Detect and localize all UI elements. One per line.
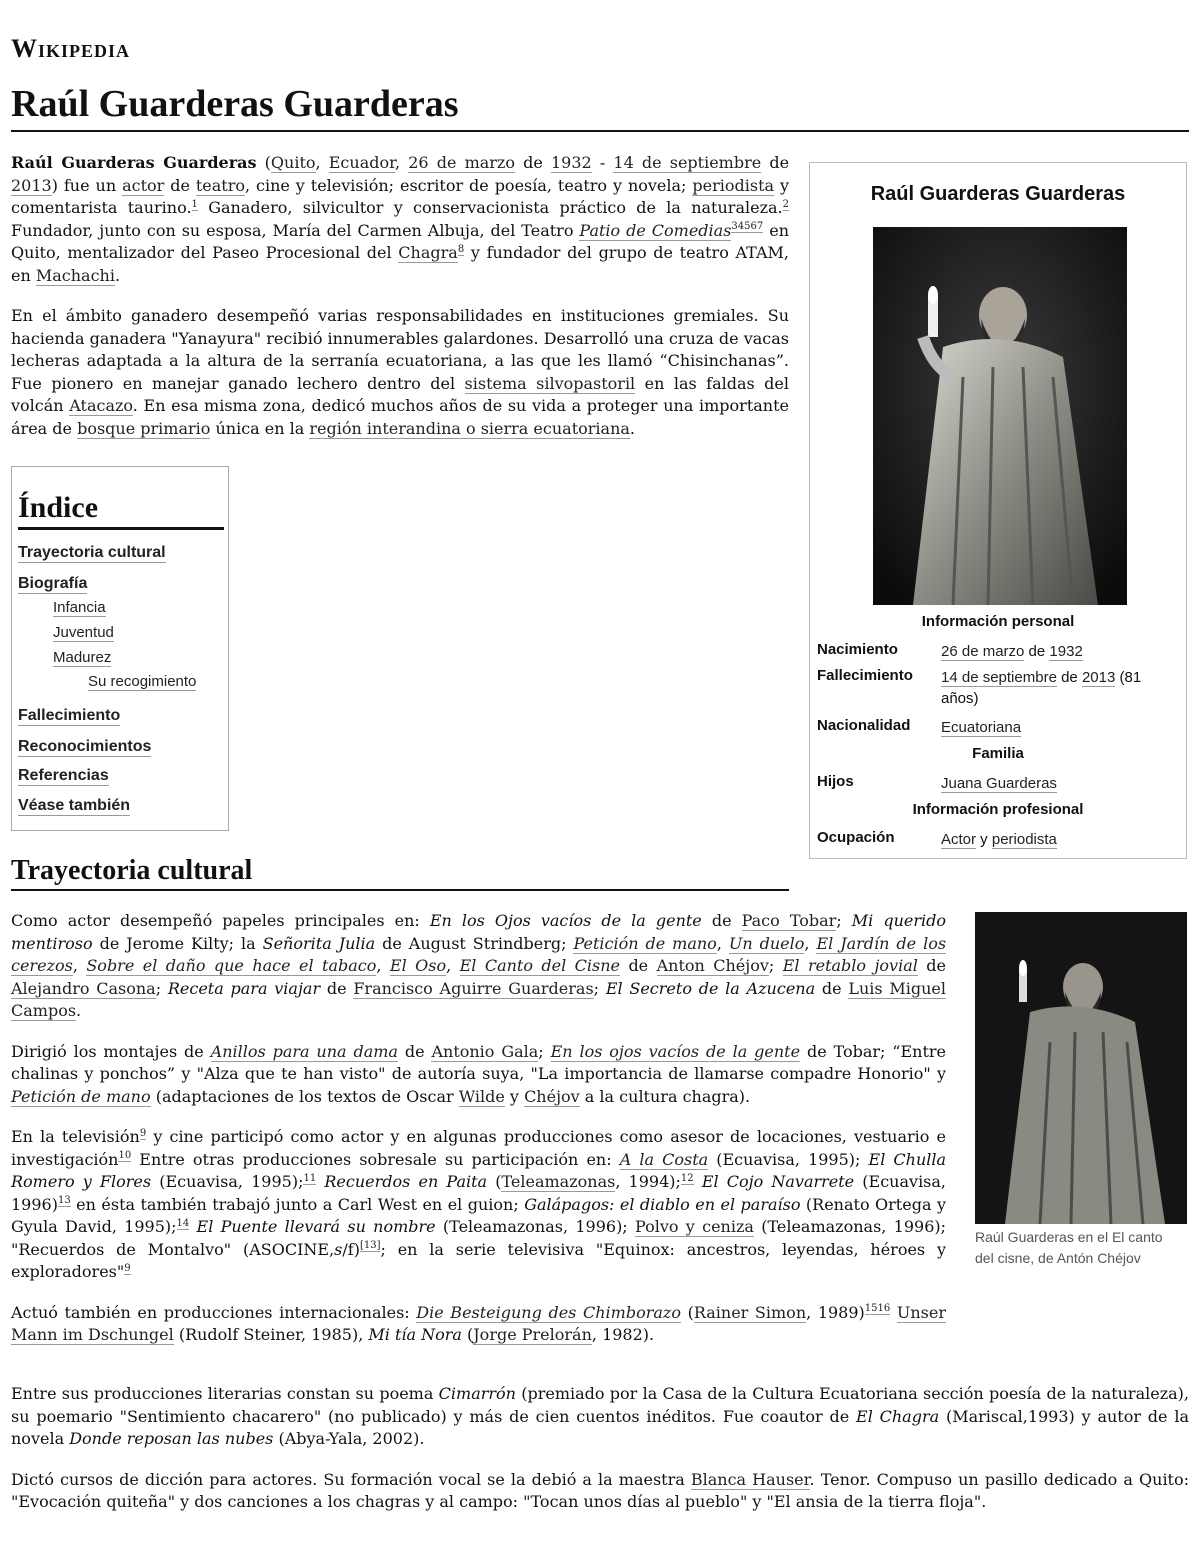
- text-run: y comentarista taurino.: [11, 175, 790, 217]
- inline-link[interactable]: Sobre el daño que hace el tabaco: [86, 956, 377, 975]
- text-run: (Rudolf Steiner, 1985),: [173, 1325, 369, 1344]
- reference-sup[interactable]: 7: [756, 221, 764, 233]
- section-heading-trayectoria: Trayectoria cultural: [11, 855, 789, 891]
- text-run: ,: [395, 153, 409, 172]
- text-run: de Jerome Kilty; la: [92, 933, 263, 953]
- infobox-section-professional: Información profesional: [912, 801, 1084, 818]
- text-run: Ganadero, silvicultor y conservacionista práctico de la naturaleza.: [197, 198, 783, 217]
- text-run: Galápagos: el diablo en el paraíso: [524, 1194, 801, 1214]
- text-run: en las faldas del volcán: [11, 373, 789, 415]
- text-run: .: [629, 418, 636, 438]
- inline-link[interactable]: Machachi: [35, 265, 115, 285]
- text-run: y fundador del grupo de teatro ATAM, en: [11, 243, 790, 285]
- text-run: Raúl Guarderas Guarderas: [11, 153, 257, 172]
- text-run: Actuó también en producciones internacionales:: [11, 1302, 417, 1322]
- inline-link[interactable]: 1932: [550, 153, 592, 172]
- text-run: ,: [376, 956, 390, 975]
- inline-link[interactable]: Unser Mann im Dschungel: [11, 1302, 947, 1344]
- text-run: -: [591, 153, 614, 172]
- inline-link[interactable]: sistema silvopastoril: [464, 373, 636, 393]
- children-label: Hijos: [817, 773, 854, 790]
- toc-item-biografia[interactable]: Biografía: [18, 575, 88, 592]
- death-sep: de: [1056, 669, 1082, 686]
- reference-sup[interactable]: 1: [191, 198, 198, 210]
- inline-link[interactable]: bosque primario: [77, 418, 211, 438]
- inline-link[interactable]: Polvo y ceniza: [634, 1217, 754, 1236]
- inline-link[interactable]: En los ojos vacíos de la gente: [550, 1041, 801, 1061]
- text-run: Dirigió los montajes de: [11, 1041, 211, 1061]
- occupation-actor-link[interactable]: Actor: [941, 831, 977, 848]
- text-run: ,: [804, 933, 817, 953]
- toc-item-reconocimientos[interactable]: Reconocimientos: [18, 738, 152, 755]
- inline-link[interactable]: Chagra: [398, 243, 458, 262]
- inline-link[interactable]: periodista: [692, 175, 775, 195]
- section-body: [11, 910, 946, 1365]
- reference-sup[interactable]: 3: [731, 221, 738, 233]
- infobox-title: Raúl Guarderas Guarderas: [870, 183, 1126, 205]
- text-run: [189, 1217, 196, 1236]
- text-run: (Renato Ortega y Gyula David, 1995);: [11, 1194, 946, 1236]
- text-run: El Secreto de la Azucena: [605, 978, 816, 998]
- reference-sup[interactable]: 9: [139, 1127, 147, 1139]
- portrait-photo[interactable]: [873, 227, 1127, 605]
- text-run: Donde reposan las nubes: [69, 1429, 274, 1448]
- text-run: de: [761, 153, 790, 172]
- text-run: Recuerdos en Paita: [324, 1172, 488, 1191]
- text-run: Como actor desempeñó papeles principales en:: [11, 911, 430, 930]
- inline-link[interactable]: Wilde: [458, 1086, 505, 1106]
- reference-sup[interactable]: 13: [57, 1195, 71, 1207]
- text-run: , 1994);: [615, 1172, 681, 1191]
- text-run: (: [256, 153, 271, 172]
- text-run: (: [461, 1325, 474, 1344]
- figure-photo[interactable]: [975, 912, 1187, 1224]
- toc-item-infancia[interactable]: Infancia: [53, 599, 106, 616]
- text-run: (premiado por la Casa de la Cultura Ecuatoriana sección poesía de la naturaleza), su poemario "Sentimiento chacarero" (no publicado) y más de cien cuentos inéditos. Fue coautor de: [11, 1384, 1189, 1426]
- text-run: En los Ojos vacíos de la gente: [429, 911, 702, 930]
- children-link[interactable]: Juana Guarderas: [941, 775, 1057, 792]
- text-run: , cine y televisión; escritor de poesía, teatro y novela;: [245, 175, 693, 195]
- toc-item-referencias[interactable]: Referencias: [18, 767, 109, 784]
- inline-link[interactable]: Teleamazonas: [501, 1172, 616, 1191]
- reference-sup[interactable]: 15: [864, 1303, 878, 1315]
- inline-link[interactable]: 14 de septiembre: [613, 153, 762, 172]
- reference-sup[interactable]: 9: [124, 1262, 131, 1274]
- text-run: en Quito, mentalizador del Paseo Procesional del: [11, 220, 790, 262]
- inline-link[interactable]: Atacazo: [69, 396, 133, 415]
- body-paragraph: [11, 1041, 946, 1109]
- text-run: ;: [768, 956, 783, 975]
- occupation-label: Ocupación: [817, 829, 895, 846]
- inline-link[interactable]: Anton Chéjov: [656, 956, 769, 975]
- text-run: Receta para viajar: [167, 978, 321, 998]
- section-body-wide: [11, 1383, 1189, 1532]
- text-run: /f): [342, 1239, 360, 1259]
- occupation-journalist-link[interactable]: periodista: [991, 831, 1057, 848]
- text-run: de: [164, 175, 196, 195]
- inline-link[interactable]: Die Besteigung des Chimborazo: [416, 1302, 681, 1322]
- toc-item-vease[interactable]: Véase también: [18, 797, 131, 814]
- inline-link[interactable]: Ecuador: [328, 153, 395, 172]
- reference-sup[interactable]: 14: [176, 1217, 190, 1229]
- text-run: ,: [315, 153, 329, 172]
- toc-heading: Índice: [18, 491, 224, 530]
- site-logo[interactable]: Wikipedia: [11, 34, 131, 63]
- text-run: , 1982).: [591, 1325, 655, 1344]
- text-run: de: [815, 978, 849, 998]
- reference-sup[interactable]: 16: [877, 1303, 891, 1315]
- text-run: de: [320, 978, 354, 998]
- inline-link[interactable]: 2013: [11, 175, 52, 195]
- text-run: de: [917, 956, 947, 975]
- death-date-link[interactable]: 14 de septiembre: [941, 669, 1057, 686]
- text-run: ;: [155, 978, 168, 998]
- text-run: El Cojo Navarrete: [701, 1172, 855, 1191]
- text-run: Cimarrón: [438, 1384, 516, 1403]
- text-run: Dictó cursos de dicción para actores. Su formación vocal se la debió a la maestra: [11, 1469, 691, 1489]
- inline-link[interactable]: El Oso: [389, 956, 447, 975]
- inline-link[interactable]: Petición de mano: [11, 1086, 151, 1106]
- text-run: Mi tía Nora: [368, 1325, 462, 1344]
- body-paragraph: [11, 1302, 946, 1347]
- intro-paragraph: [11, 305, 789, 440]
- text-run: [694, 1172, 702, 1191]
- reference-sup[interactable]: 11: [303, 1172, 317, 1184]
- reference-sup[interactable]: 5: [744, 221, 751, 233]
- infobox-section-personal: Información personal: [921, 613, 1075, 630]
- text-run: ;: [538, 1041, 551, 1061]
- inline-link[interactable]: Rainer Simon: [693, 1302, 807, 1322]
- page-title: Raúl Guarderas Guarderas: [11, 82, 1189, 132]
- death-year-link[interactable]: 2013: [1081, 669, 1116, 686]
- reference-sup[interactable]: 12: [680, 1172, 694, 1184]
- birth-year-link[interactable]: 1932: [1049, 643, 1083, 660]
- text-run: (Mariscal,1993) y autor de la novela: [11, 1406, 1189, 1448]
- nationality-label: Nacionalidad: [817, 717, 911, 734]
- text-run: (Ecuavisa, 1995);: [151, 1172, 304, 1191]
- text-run: a la cultura chagra).: [579, 1086, 751, 1106]
- text-run: (adaptaciones de los textos de Oscar: [150, 1086, 459, 1106]
- text-run: En la televisión: [11, 1127, 140, 1146]
- intro-section: [11, 152, 789, 458]
- text-run: .: [76, 1001, 82, 1020]
- toc-item-trayectoria[interactable]: Trayectoria cultural: [18, 544, 166, 561]
- intro-paragraph: [11, 152, 789, 287]
- reference-sup[interactable]: 4: [737, 221, 745, 233]
- inline-link[interactable]: A la Costa: [619, 1149, 709, 1169]
- text-run: Entre otras producciones sobresale su participación en:: [131, 1149, 620, 1169]
- inline-link[interactable]: región interandina o sierra ecuatoriana: [309, 418, 630, 438]
- inline-link[interactable]: Chéjov: [524, 1086, 580, 1106]
- toc-item-recogimiento[interactable]: Su recogimiento: [88, 673, 197, 690]
- birth-sep: de: [1024, 643, 1050, 660]
- text-run: (: [487, 1172, 502, 1191]
- birth-label: Nacimiento: [817, 641, 898, 658]
- text-run: Señorita Julia: [262, 933, 376, 953]
- figure-caption: Raúl Guarderas en el El canto del cisne, de Antón Chéjov: [975, 1229, 1163, 1266]
- body-paragraph: [11, 910, 946, 1023]
- text-run: Mi querido mentiroso: [11, 911, 946, 953]
- text-run: El Puente llevará su nombre: [196, 1217, 436, 1236]
- text-run: ,: [446, 956, 460, 975]
- text-run: de Tobar; “Entre chalinas y ponchos” y "Alza que te han visto" de autoría suya, "La importancia de llamarse compadre Honorio" y: [11, 1041, 947, 1083]
- text-run: en ésta también trabajó junto a Carl West en el guion;: [70, 1194, 525, 1214]
- text-run: , 1989): [806, 1302, 865, 1322]
- death-age: (81 años): [941, 669, 1142, 707]
- inline-link[interactable]: Patio de Comedias: [579, 220, 732, 240]
- inline-link[interactable]: Antonio Gala: [431, 1041, 539, 1061]
- text-run: . En esa misma zona, dedicó muchos años de su vida a proteger una importante área de: [11, 396, 789, 438]
- body-paragraph: [11, 1383, 1189, 1451]
- toc-item-madurez[interactable]: Madurez: [53, 649, 112, 666]
- text-run: de: [515, 153, 551, 172]
- text-run: . Tenor. Compuso un pasillo dedicado a Quito: "Evocación quiteña" y dos canciones a los chagras y al campo: "Tocan unos días al pueblo" y "El ansia de la tierra floja".: [11, 1469, 1190, 1511]
- text-run: de: [701, 911, 742, 930]
- text-run: y: [504, 1086, 525, 1106]
- text-run: ,: [72, 956, 87, 975]
- text-run: En el ámbito ganadero desempeñó varias responsabilidades en instituciones gremiales. Su hacienda ganadera "Yanayura" recibió innumerables galardones. Desarrolló una cruza de vacas lecheras adaptada a la altura de la serranía ecuatoriana, a las que les llamó “Chisinchanas”. Fue pionero en manejar ganado lechero dentro del: [11, 306, 789, 393]
- text-run: ) fue un: [51, 175, 123, 195]
- text-run: El Chagra: [856, 1406, 940, 1426]
- inline-link[interactable]: Paco Tobar: [741, 911, 837, 930]
- infobox-section-family: Familia: [972, 745, 1024, 762]
- inline-link[interactable]: Luis Miguel Campos: [11, 978, 947, 1020]
- text-run: de: [620, 956, 657, 975]
- text-run: única en la: [210, 418, 310, 438]
- inline-link[interactable]: Jorge Prelorán: [473, 1325, 592, 1344]
- text-run: s: [334, 1239, 343, 1259]
- body-paragraph: [11, 1126, 946, 1284]
- death-label: Fallecimiento: [817, 667, 913, 684]
- inline-link[interactable]: Alejandro Casona: [11, 978, 156, 998]
- reference-sup[interactable]: [13]: [359, 1240, 381, 1252]
- reference-sup[interactable]: 10: [118, 1150, 132, 1162]
- table-of-contents: [11, 466, 229, 831]
- text-run: (Abya-Yala, 2002).: [273, 1429, 425, 1448]
- occupation-sep: y: [976, 831, 992, 848]
- inline-link[interactable]: El Jardín de los cerezos: [11, 933, 947, 975]
- text-run: y cine participó como actor y en algunas producciones como asesor de locaciones, vestuario e investigación: [11, 1127, 947, 1169]
- inline-link[interactable]: Petición de mano: [573, 933, 717, 953]
- inline-link[interactable]: 26 de marzo: [408, 153, 515, 172]
- text-run: (Teleamazonas, 1996); "Recuerdos de Montalvo" (ASOCINE,: [11, 1217, 947, 1259]
- text-run: de August Strindberg;: [375, 933, 574, 953]
- text-run: .: [114, 265, 121, 285]
- text-run: ;: [593, 978, 606, 998]
- text-run: ;: [836, 911, 852, 930]
- reference-sup[interactable]: 8: [457, 243, 465, 255]
- text-run: Entre sus producciones literarias constan su poema: [11, 1384, 439, 1403]
- body-paragraph: [11, 1469, 1189, 1514]
- text-run: [890, 1303, 897, 1322]
- inline-link[interactable]: Un duelo: [728, 933, 805, 953]
- toc-item-fallecimiento[interactable]: Fallecimiento: [18, 707, 121, 724]
- reference-sup[interactable]: 2: [782, 198, 789, 210]
- text-run: de: [397, 1041, 432, 1061]
- inline-link[interactable]: El retablo jovial: [782, 956, 918, 975]
- text-run: (: [680, 1302, 694, 1322]
- inline-link[interactable]: actor: [122, 175, 165, 195]
- birth-date-link[interactable]: 26 de marzo: [941, 643, 1025, 660]
- text-run: El Chulla Romero y Flores: [11, 1149, 947, 1191]
- text-run: (Ecuavisa, 1996): [11, 1172, 947, 1214]
- inline-link[interactable]: Anillos para una dama: [210, 1041, 398, 1061]
- inline-link[interactable]: Quito: [270, 153, 316, 172]
- text-run: Fundador, junto con su esposa, María del Carmen Albuja, del Teatro: [11, 220, 580, 240]
- text-run: ; en la serie televisiva "Equinox: ancestros, leyendas, héroes y exploradores": [11, 1239, 946, 1281]
- toc-item-juventud[interactable]: Juventud: [53, 624, 114, 641]
- text-run: (Ecuavisa, 1995);: [708, 1149, 869, 1169]
- inline-link[interactable]: Blanca Hauser: [690, 1469, 810, 1489]
- nationality-link[interactable]: Ecuatoriana: [941, 719, 1022, 736]
- infobox: [809, 162, 1187, 859]
- inline-link[interactable]: El Canto del Cisne: [459, 956, 621, 975]
- text-run: ,: [716, 933, 729, 953]
- inline-link[interactable]: teatro: [195, 175, 246, 195]
- reference-sup[interactable]: 6: [750, 221, 757, 233]
- inline-link[interactable]: Francisco Aguirre Guarderas: [353, 978, 594, 998]
- text-run: (Teleamazonas, 1996);: [435, 1217, 635, 1236]
